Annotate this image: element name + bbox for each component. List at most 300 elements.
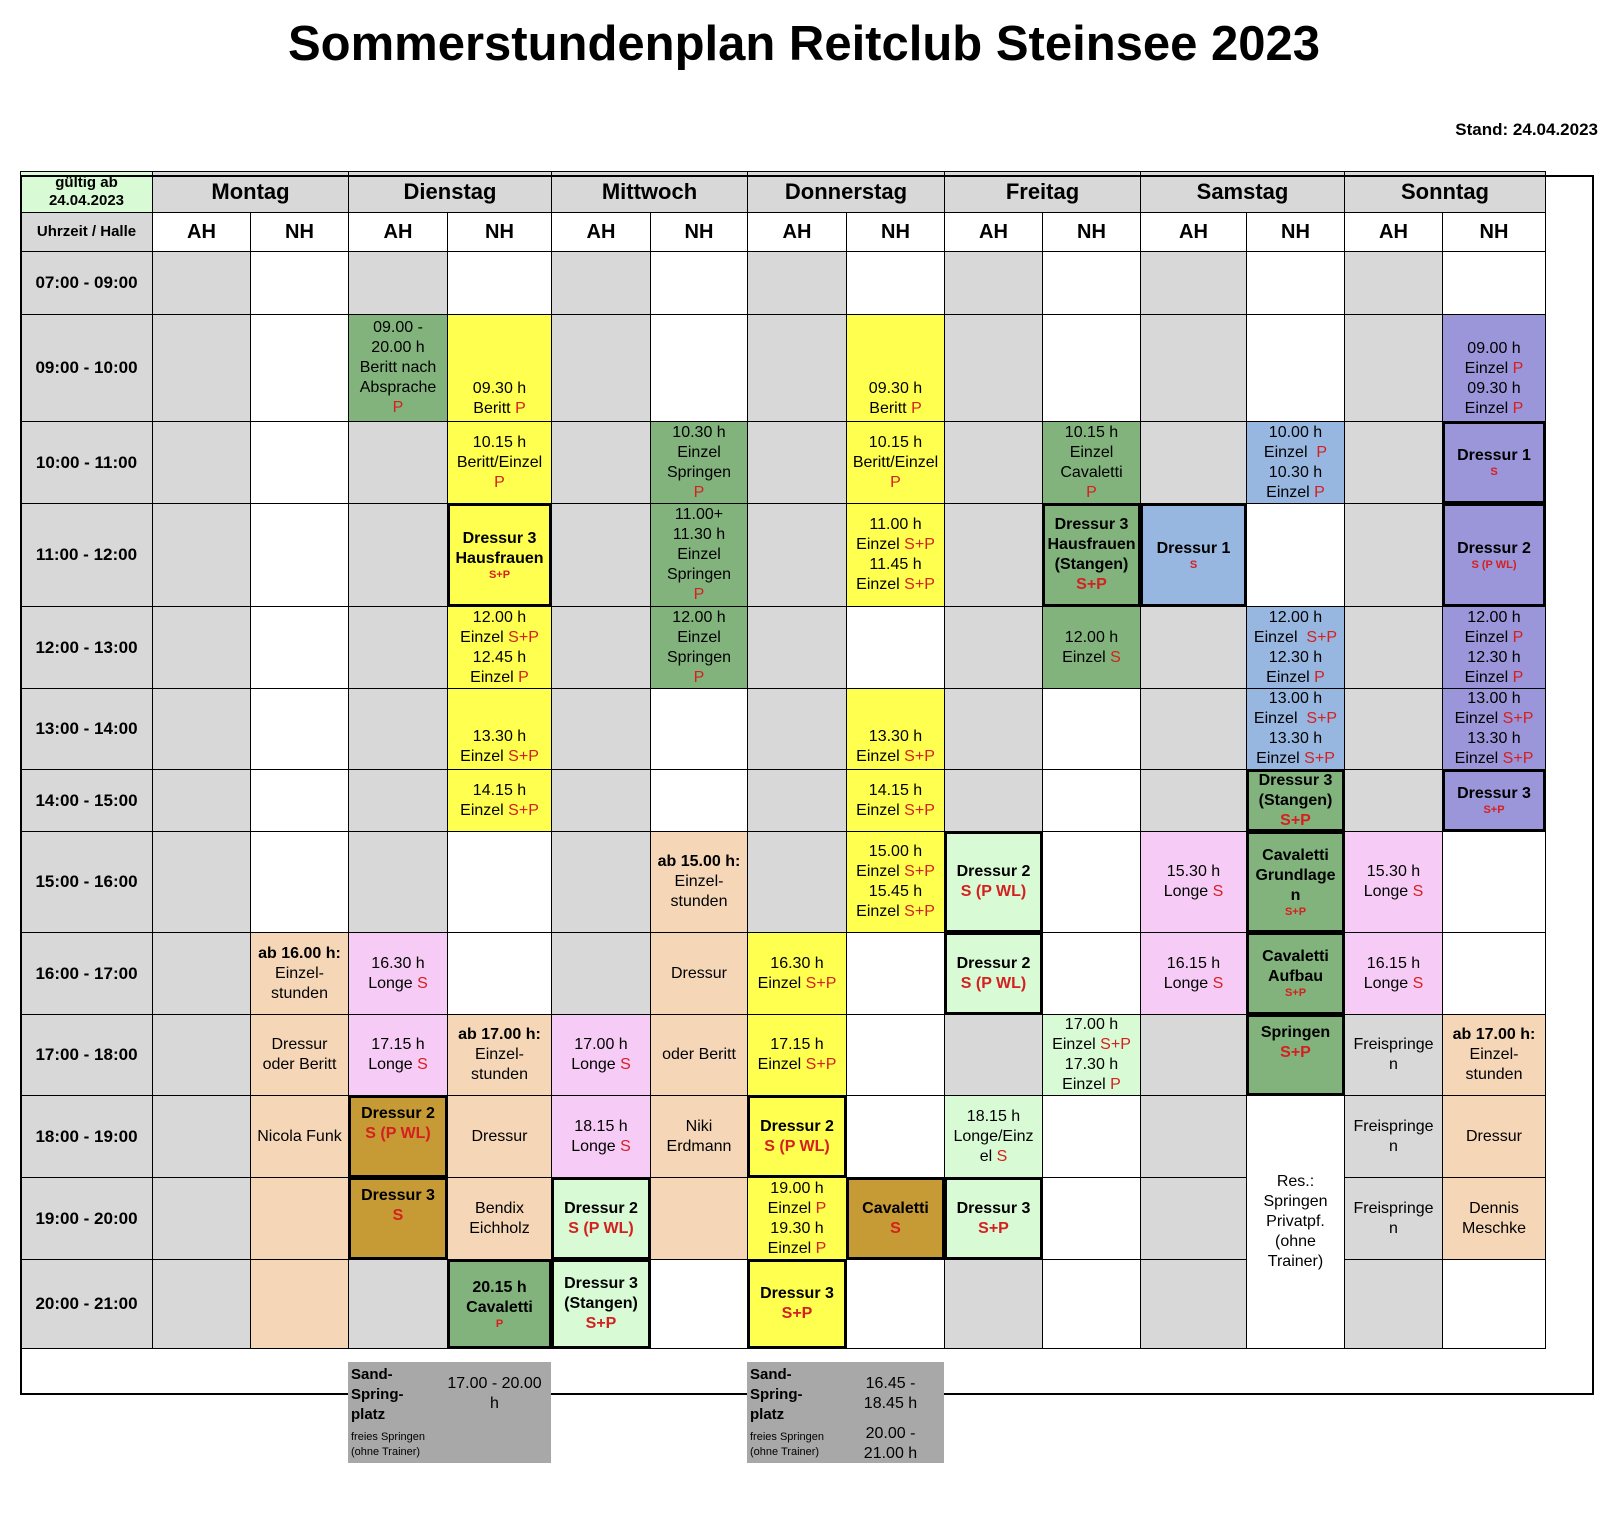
cell-line: 12.00 h	[672, 608, 726, 626]
time-slot	[20, 1177, 153, 1260]
time-slot	[20, 688, 153, 770]
empty-cell	[747, 606, 847, 689]
schedule-cell	[1344, 1177, 1443, 1260]
schedule-cell	[650, 421, 748, 504]
cell-line	[571, 1137, 631, 1157]
schedule-cell	[447, 688, 552, 770]
empty-cell	[1140, 1014, 1247, 1096]
empty-cell	[551, 932, 651, 1015]
cell-line: 11.00 h	[869, 516, 922, 533]
cell-text: Longe	[1363, 883, 1413, 900]
hall-label: AH	[979, 221, 1008, 243]
hall-label: AH	[782, 221, 812, 243]
empty-cell	[551, 503, 651, 607]
hall-label: NH	[1281, 221, 1310, 243]
cell-line: 13.30 h	[868, 728, 923, 745]
level-code: S+P	[904, 903, 935, 920]
level-code: P	[1512, 628, 1524, 646]
cell-line: Dressur 3	[760, 1285, 834, 1302]
schedule-cell	[846, 421, 945, 504]
empty-cell	[152, 606, 251, 689]
cell-line: Erdmann	[666, 1137, 732, 1155]
empty-cell	[1140, 1177, 1247, 1260]
cell-line: Dressur 3	[462, 529, 537, 547]
sand-times	[440, 1374, 549, 1414]
cell-line: 13.30 h	[472, 728, 527, 745]
cell-line: n	[1389, 1056, 1398, 1073]
sand-label-line: Sand-	[750, 1366, 792, 1383]
cell-line: 09.00 h	[1467, 340, 1521, 357]
cell-text: Einzel	[1454, 710, 1503, 727]
cell-line	[1264, 443, 1327, 463]
cell-line: Springen	[666, 463, 732, 481]
cell-line: 13.30 h	[1268, 730, 1323, 747]
cell-line: Dressur 2	[361, 1105, 435, 1122]
level-code: S	[620, 1056, 631, 1073]
time-slot	[20, 503, 153, 607]
hall-label: AH	[1379, 221, 1408, 243]
schedule-cell	[447, 1095, 552, 1178]
cell-line: 16.15 h	[1166, 954, 1221, 972]
cell-line: 16.30 h	[770, 954, 824, 972]
cell-line	[1364, 974, 1424, 994]
empty-cell	[348, 769, 448, 832]
sand-time-line: 20.00 -	[865, 1425, 916, 1442]
schedule-cell	[747, 1095, 847, 1178]
schedule-cell	[447, 314, 552, 422]
cell-text: Einzel	[757, 974, 806, 992]
schedule-cell	[1246, 688, 1345, 770]
cell-text: Beritt	[869, 400, 912, 417]
empty-cell	[1344, 503, 1443, 607]
cell-line: Springen	[666, 566, 732, 583]
cell-line: (ohne	[1275, 1233, 1316, 1250]
cell-line	[869, 399, 921, 419]
cell-line: Freispringe	[1353, 1117, 1434, 1135]
schedule-cell	[1442, 606, 1546, 689]
cell-line	[1254, 709, 1337, 729]
cell-line: Dressur	[670, 964, 727, 982]
cell-line: Einzel	[1069, 443, 1114, 461]
sand-label-line: Sand-	[351, 1366, 393, 1383]
cell-line: 20.00 h	[371, 339, 425, 356]
cell-line	[571, 1055, 631, 1075]
empty-cell	[944, 688, 1043, 770]
cell-text: Longe	[1163, 974, 1213, 992]
cell-line	[856, 862, 935, 882]
day-header-mittwoch	[551, 171, 748, 213]
cell-text: Einzel	[856, 576, 905, 593]
empty-cell	[551, 606, 651, 689]
valid-from-header	[20, 171, 153, 213]
schedule-cell	[846, 1177, 945, 1260]
schedule-cell	[447, 421, 552, 504]
cell-line	[1266, 483, 1325, 503]
page-title: Sommerstundenplan Reitclub Steinsee 2023	[287, 17, 1321, 71]
cell-line	[1465, 628, 1524, 648]
cell-line: oder Beritt	[262, 1056, 337, 1073]
schedule-cell	[250, 1177, 349, 1260]
cell-line: Dressur	[271, 1036, 328, 1053]
schedule-cell	[348, 1014, 448, 1096]
cell-line: ab 17.00 h:	[458, 1026, 541, 1043]
time-label: 19:00 - 20:00	[35, 1208, 138, 1228]
cell-line: 11.30 h	[672, 526, 726, 543]
cell-line: Hausfrauen	[455, 549, 544, 567]
level-code: P	[1512, 400, 1524, 417]
empty-cell	[551, 251, 651, 315]
day-label: Sonntag	[1401, 179, 1489, 204]
cell-line	[980, 1147, 1008, 1167]
cell-text: Einzel	[856, 903, 905, 920]
schedule-cell	[250, 932, 349, 1015]
schedule-cell	[1344, 831, 1443, 933]
cell-line	[1455, 709, 1534, 729]
day-header-samstag	[1140, 171, 1345, 213]
cell-line: Grundlage	[1255, 866, 1336, 884]
cell-line: Nicola Funk	[257, 1127, 342, 1145]
cell-line: 09.30 h	[868, 380, 923, 397]
cell-line: Springen	[1260, 1024, 1331, 1041]
sand-time-line: h	[490, 1395, 499, 1412]
empty-cell	[250, 503, 349, 607]
level-code: S	[1110, 648, 1121, 666]
cell-line: S+P	[1280, 811, 1311, 829]
cell-text: Einzel	[1052, 1036, 1101, 1053]
empty-cell	[846, 932, 945, 1015]
hall-label: NH	[285, 221, 314, 243]
hall-ah-header	[348, 212, 448, 252]
schedule-cell	[348, 314, 448, 422]
cell-line: Dressur	[1465, 1127, 1522, 1145]
level-code: P	[1110, 1076, 1121, 1093]
sand-springplatz-box	[348, 1362, 551, 1463]
empty-cell	[747, 688, 847, 770]
level-code: P	[1512, 360, 1524, 377]
cell-line	[1465, 668, 1524, 688]
cell-line: ab 15.00 h:	[657, 853, 741, 870]
cell-line: 12.45 h	[472, 648, 527, 666]
level-code: S	[417, 974, 428, 992]
schedule-cell	[1246, 1095, 1345, 1349]
empty-cell	[152, 1095, 251, 1178]
empty-cell	[551, 314, 651, 422]
cell-line: P	[890, 473, 901, 491]
cell-text: Longe	[368, 1056, 418, 1073]
empty-cell	[944, 1259, 1043, 1349]
schedule-cell	[447, 606, 552, 689]
schedule-cell	[1042, 606, 1141, 689]
cell-line	[473, 399, 525, 419]
sand-note-line: freies Springen	[750, 1431, 824, 1443]
cell-line: Einzel-	[275, 964, 324, 982]
schedule-cell	[1442, 314, 1546, 422]
time-slot	[20, 1014, 153, 1096]
day-label: Donnerstag	[784, 179, 908, 204]
cell-line	[1465, 399, 1524, 419]
schedule-cell	[250, 1014, 349, 1096]
hall-nh-header	[1246, 212, 1345, 252]
cell-text: Einzel	[1464, 360, 1513, 377]
cell-line: 19.00 h	[770, 1179, 824, 1197]
empty-cell	[1344, 251, 1443, 315]
schedule-cell	[348, 1177, 448, 1260]
cell-line: 17.30 h	[1064, 1056, 1119, 1073]
hall-ah-header	[1344, 212, 1443, 252]
cell-text: Einzel	[1253, 710, 1307, 727]
cell-line: Dressur	[471, 1127, 528, 1145]
cell-text: Einzel	[856, 863, 905, 880]
cell-line: Dressur 3	[956, 1199, 1031, 1217]
schedule-cell	[1442, 1014, 1546, 1096]
level-code: S	[1412, 883, 1424, 900]
cell-line	[460, 628, 539, 648]
schedule-cell	[1442, 421, 1546, 504]
cell-line: 13.00 h	[1467, 690, 1521, 707]
empty-cell	[1042, 251, 1141, 315]
cell-line: Dressur 2	[1457, 539, 1531, 557]
cell-line: oder Beritt	[662, 1046, 736, 1063]
day-header-sonntag	[1344, 171, 1546, 213]
cell-line: S	[392, 1207, 404, 1224]
cell-line: S+P	[781, 1305, 813, 1322]
cell-text: Einzel	[1253, 628, 1307, 646]
sand-label-line: platz	[750, 1406, 785, 1423]
schedule-cell	[1140, 503, 1247, 607]
sand-time-line	[839, 1414, 942, 1424]
cell-line: Dressur 3	[1258, 771, 1333, 789]
cell-line: Dressur 1	[1156, 539, 1231, 557]
empty-cell	[1140, 251, 1247, 315]
cell-line: Dressur 2	[564, 1199, 638, 1217]
day-header-freitag	[944, 171, 1141, 213]
hall-label: AH	[586, 221, 616, 243]
empty-cell	[152, 1014, 251, 1096]
time-hall-label: Uhrzeit / Halle	[36, 223, 137, 240]
sand-label	[750, 1365, 803, 1425]
schedule-cell	[551, 1177, 651, 1260]
cell-line: Freispringe	[1353, 1199, 1434, 1217]
empty-cell	[747, 251, 847, 315]
empty-cell	[551, 769, 651, 832]
cell-line: S	[890, 1219, 901, 1237]
empty-cell	[152, 421, 251, 504]
cell-line	[856, 535, 935, 555]
empty-cell	[1042, 769, 1141, 832]
cell-line	[1254, 628, 1337, 648]
cell-line: P	[494, 473, 505, 491]
cell-line: Trainer)	[1267, 1253, 1324, 1270]
schedule-cell	[551, 1014, 651, 1096]
cell-line: Beritt nach	[359, 359, 437, 376]
empty-cell	[348, 421, 448, 504]
cell-line: S (P WL)	[960, 883, 1027, 900]
schedule-cell	[1246, 932, 1345, 1015]
cell-line: S+P	[1076, 576, 1107, 593]
cell-line: n	[1389, 1219, 1398, 1237]
schedule-cell	[1140, 831, 1247, 933]
schedule-cell	[250, 1095, 349, 1178]
cell-line: Freispringe	[1353, 1036, 1434, 1053]
cell-line: 15.00 h	[868, 843, 923, 860]
empty-cell	[348, 251, 448, 315]
empty-cell	[650, 688, 748, 770]
hall-label: NH	[485, 221, 514, 243]
sand-label	[351, 1365, 404, 1425]
empty-cell	[1042, 1177, 1141, 1260]
level-code: S	[1412, 974, 1424, 992]
empty-cell	[747, 831, 847, 933]
cell-line: ab 17.00 h:	[1452, 1026, 1536, 1043]
cell-line: stunden	[471, 1066, 528, 1083]
day-label: Montag	[211, 179, 290, 204]
cell-line	[856, 575, 935, 595]
cell-line: 17.00 h	[1064, 1016, 1119, 1033]
cell-line: 15.45 h	[868, 883, 923, 900]
cell-line: 15.30 h	[1166, 863, 1221, 880]
cell-line: Absprache	[359, 379, 437, 396]
cell-line: (Stangen)	[564, 1295, 638, 1312]
cell-line: 10.30 h	[1268, 463, 1323, 481]
schedule-cell	[650, 1014, 748, 1096]
level-code: S	[996, 1147, 1008, 1165]
hall-nh-header	[1442, 212, 1546, 252]
schedule-cell	[250, 1259, 349, 1349]
level-code: S	[1212, 883, 1224, 900]
cell-text: Einzel	[460, 628, 509, 646]
empty-cell	[1246, 314, 1345, 422]
cell-line: S+P	[488, 568, 511, 581]
time-slot	[20, 314, 153, 422]
empty-cell	[1442, 251, 1546, 315]
cell-line	[460, 801, 539, 821]
time-label: 09:00 - 10:00	[35, 358, 138, 377]
cell-line: S+P	[1280, 1044, 1311, 1061]
cell-line: 12.00 h	[1268, 608, 1323, 626]
sand-note-line: freies Springen	[351, 1431, 425, 1443]
cell-line: 13.00 h	[1268, 690, 1323, 707]
time-slot	[20, 1259, 153, 1349]
level-code: S+P	[904, 536, 935, 553]
schedule-cell	[650, 503, 748, 607]
schedule-cell	[447, 503, 552, 607]
cell-text: Einzel	[1256, 750, 1305, 767]
schedule-cell	[846, 769, 945, 832]
empty-cell	[1042, 932, 1141, 1015]
empty-cell	[551, 421, 651, 504]
schedule-cell	[1042, 421, 1141, 504]
time-label: 14:00 - 15:00	[35, 790, 138, 810]
empty-cell	[348, 831, 448, 933]
cell-line: Cavaletti	[1262, 948, 1329, 965]
empty-cell	[348, 1259, 448, 1349]
cell-line: n	[1290, 886, 1301, 904]
schedule-cell	[1246, 1014, 1345, 1096]
cell-line: Cavaletti	[862, 1199, 929, 1217]
cell-line: Einzel-	[475, 1046, 524, 1063]
schedule-cell	[1442, 1095, 1546, 1178]
empty-cell	[348, 503, 448, 607]
empty-cell	[348, 688, 448, 770]
day-label: Mittwoch	[601, 179, 698, 204]
cell-line: Dennis	[1469, 1199, 1519, 1217]
cell-line: Einzel-	[1469, 1046, 1519, 1063]
schedule-cell	[944, 1177, 1043, 1260]
cell-line: 12.00 h	[1064, 628, 1119, 646]
cell-line	[1256, 749, 1335, 769]
schedule-cell	[348, 932, 448, 1015]
sand-time-line: 18.45 h	[863, 1395, 918, 1412]
empty-cell	[152, 251, 251, 315]
empty-cell	[944, 421, 1043, 504]
empty-cell	[152, 1177, 251, 1260]
cell-line: 10.00 h	[1268, 423, 1323, 441]
level-code: P	[518, 668, 529, 686]
day-header-donnerstag	[747, 171, 945, 213]
cell-text: Einzel	[1062, 648, 1111, 666]
sand-note-line: (ohne Trainer)	[750, 1446, 820, 1458]
empty-cell	[1246, 251, 1345, 315]
schedule-cell	[1246, 421, 1345, 504]
cell-text: Einzel	[1266, 483, 1315, 501]
empty-cell	[1246, 503, 1345, 607]
cell-line: 14.15 h	[472, 781, 527, 799]
cell-line	[856, 747, 935, 767]
cell-line: S+P	[1483, 804, 1505, 816]
time-label: 13:00 - 14:00	[35, 719, 138, 738]
empty-cell	[250, 314, 349, 422]
cell-line: stunden	[271, 984, 328, 1002]
cell-line: S (P WL)	[568, 1219, 634, 1237]
cell-line: Cavaletti	[466, 1298, 533, 1316]
cell-line	[460, 747, 539, 767]
cell-text: Einzel	[460, 801, 509, 819]
schedule-cell	[1042, 503, 1141, 607]
level-code: S	[620, 1137, 631, 1155]
cell-line: S+P	[978, 1219, 1009, 1237]
empty-cell	[944, 769, 1043, 832]
empty-cell	[846, 1259, 945, 1349]
empty-cell	[747, 503, 847, 607]
level-code: P	[1314, 483, 1325, 501]
time-hall-header	[20, 212, 153, 252]
cell-text: Einzel	[470, 668, 519, 686]
schedule-cell	[650, 1095, 748, 1178]
sand-note	[750, 1430, 824, 1460]
empty-cell	[846, 251, 945, 315]
cell-line: 16.30 h	[371, 954, 425, 972]
empty-cell	[650, 769, 748, 832]
cell-line: Beritt/Einzel	[852, 453, 939, 471]
valid-from-text: gültig ab	[55, 174, 118, 191]
stand-date: Stand: 24.04.2023	[1455, 120, 1598, 139]
hall-nh-header	[650, 212, 748, 252]
hall-ah-header	[152, 212, 251, 252]
cell-line: P	[693, 586, 705, 603]
cell-line	[368, 974, 428, 994]
cell-line: 17.15 h	[770, 1036, 824, 1053]
level-code: P	[515, 400, 526, 417]
schedule-cell	[348, 1095, 448, 1178]
empty-cell	[747, 769, 847, 832]
empty-cell	[1042, 314, 1141, 422]
cell-line: 11.00+	[674, 506, 724, 523]
empty-cell	[1140, 421, 1247, 504]
cell-line: 10.15 h	[472, 433, 527, 451]
sand-note-line: (ohne Trainer)	[351, 1446, 421, 1458]
day-label: Freitag	[1005, 179, 1080, 204]
cell-line: S+P	[585, 1315, 617, 1332]
